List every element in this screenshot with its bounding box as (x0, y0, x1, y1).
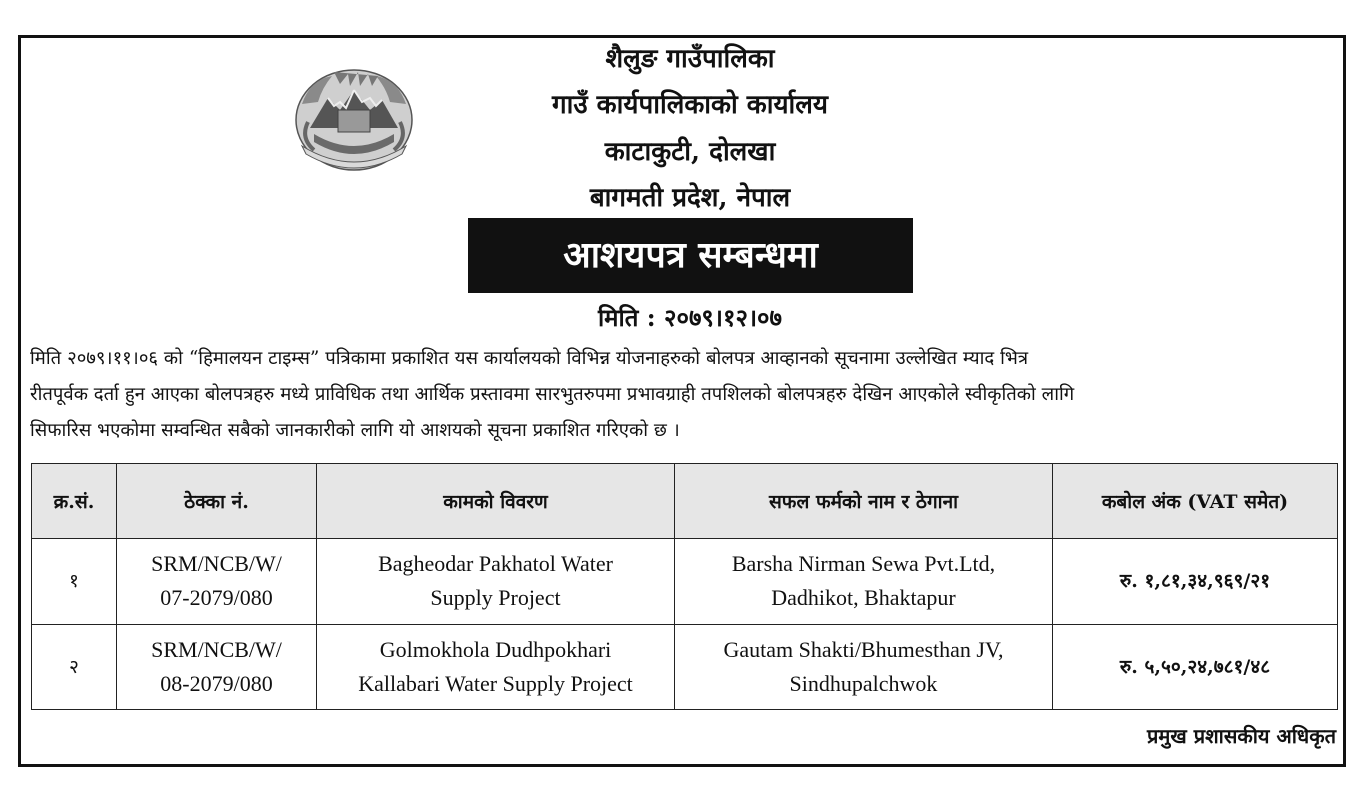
award-table (31, 463, 1338, 710)
firm-line: Sindhupalchwok (789, 670, 938, 696)
table-header-row (32, 464, 1338, 539)
notice-body (30, 341, 1340, 449)
table-row (32, 624, 1338, 710)
body-line: रीतपूर्वक दर्ता हुन आएका बोलपत्रहरु मध्ये प्राविधिक तथा आर्थिक प्रस्तावमा सारभुतरुपमा प्रभावग्राही तपशिलको बोलपत्रहरु देखिन आएकोले स्वीकृतिको लागि (30, 384, 1075, 405)
row-description (317, 539, 675, 625)
notice-date: मिति : २०७९।१२।०७ (597, 303, 783, 332)
contract-no-line: SRM/NCB/W/ (151, 551, 282, 577)
row-contract-no (117, 539, 317, 625)
col-header-contract-no: ठेक्का नं. (117, 464, 317, 539)
office-address: काटाकुटी, दोलखा (604, 137, 776, 167)
firm-line: Gautam Shakti/Bhumesthan JV, (723, 636, 1004, 662)
row-contract-no (117, 624, 317, 710)
row-sn: २ (32, 624, 117, 710)
signatory-title: प्रमुख प्रशासकीय अधिकृत (1147, 724, 1336, 748)
row-firm (675, 624, 1053, 710)
col-header-sn: क्र.सं. (32, 464, 117, 539)
office-name: गाउँ कार्यपालिकाको कार्यालय (552, 90, 828, 120)
firm-line: Barsha Nirman Sewa Pvt.Ltd, (731, 551, 996, 577)
description-line: Supply Project (430, 585, 561, 611)
body-line: सिफारिस भएकोमा सम्वन्धित सबैको जानकारीको लागि यो आशयको सूचना प्रकाशित गरिएको छ । (30, 420, 680, 441)
table-row (32, 539, 1338, 625)
col-header-firm: सफल फर्मको नाम र ठेगाना (675, 464, 1053, 539)
description-line: Golmokhola Dudhpokhari (379, 636, 612, 662)
row-sn: १ (32, 539, 117, 625)
col-header-description: कामको विवरण (317, 464, 675, 539)
row-firm (675, 539, 1053, 625)
municipality-name: शैलुङ गाउँपालिका (605, 44, 775, 74)
firm-line: Dadhikot, Bhaktapur (771, 585, 956, 611)
row-description (317, 624, 675, 710)
notice-title-banner: आशयपत्र सम्बन्धमा (468, 218, 913, 293)
body-line: मिति २०७९।११।०६ को “हिमालयन टाइम्स” पत्रिकामा प्रकाशित यस कार्यालयको विभिन्न योजनाहरुको बोलपत्र आव्हानको सूचनामा उल्लेखित म्याद भित्र (30, 348, 1029, 369)
nepal-government-emblem-icon (288, 62, 420, 178)
province-country: बागमती प्रदेश, नेपाल (589, 183, 791, 213)
row-amount: रु. ५,५०,२४,७८१/४८ (1053, 624, 1338, 710)
description-line: Bagheodar Pakhatol Water (378, 551, 613, 577)
description-line: Kallabari Water Supply Project (358, 670, 633, 696)
row-amount: रु. १,८१,३४,९६९/२१ (1053, 539, 1338, 625)
contract-no-line: 08-2079/080 (160, 670, 273, 696)
col-header-amount: कबोल अंक (VAT समेत) (1053, 464, 1338, 539)
contract-no-line: SRM/NCB/W/ (151, 636, 282, 662)
contract-no-line: 07-2079/080 (160, 585, 273, 611)
